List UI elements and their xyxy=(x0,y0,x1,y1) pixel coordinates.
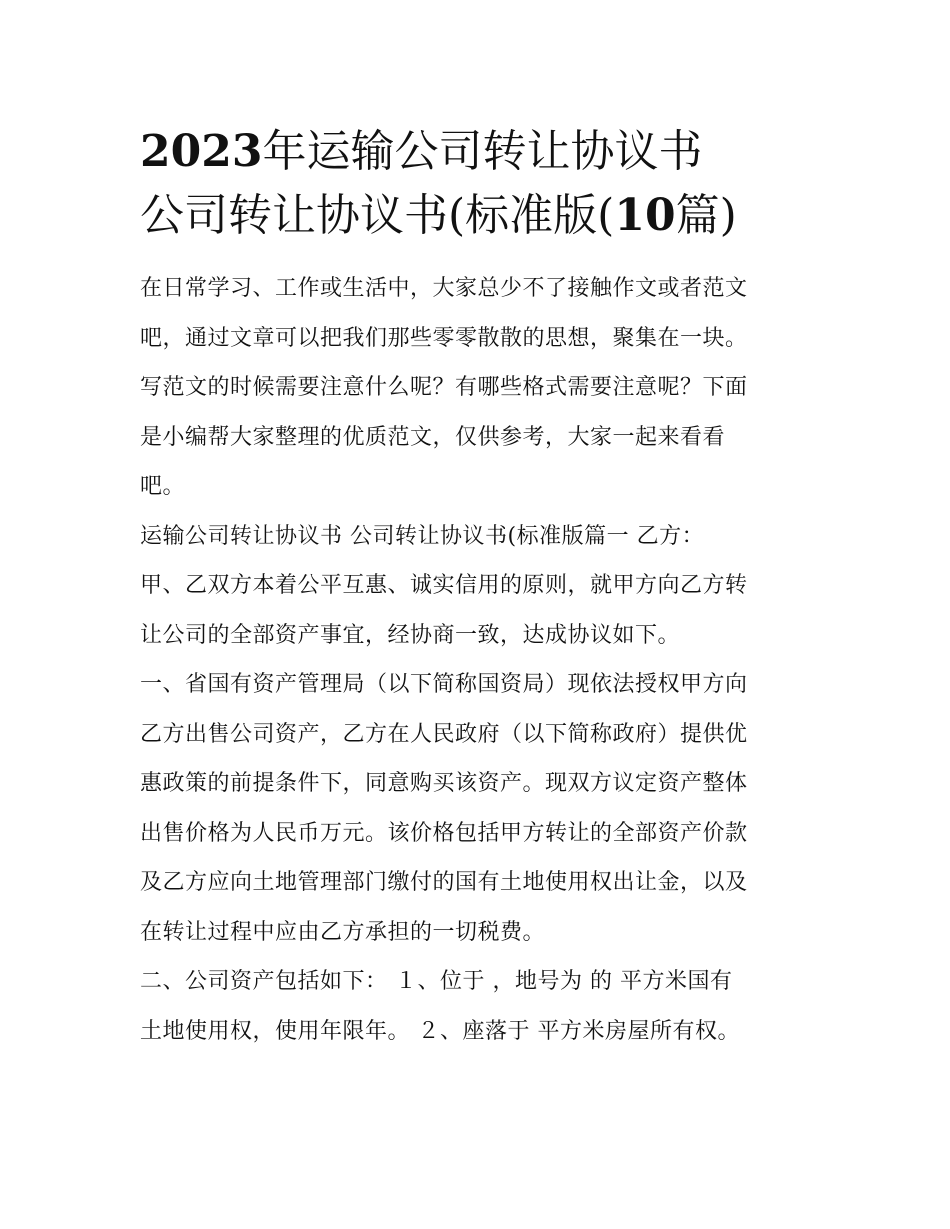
title-line-2 xyxy=(140,184,820,248)
paragraph-line: 运输公司转让协议书 公司转让协议书(标准版篇一 乙方： xyxy=(140,523,705,549)
paragraph-clause-1 xyxy=(140,660,820,957)
paragraph-preamble xyxy=(140,561,820,660)
paragraph-line: 土地使用权，使用年限年。 ２、座落于 平方米房屋所有权。 xyxy=(140,1018,740,1044)
paragraph-section-heading xyxy=(140,512,820,562)
paragraph-line: 让公司的全部资产事宜，经协商一致，达成协议如下。 xyxy=(140,622,681,648)
title-line-2-text-b: 篇) xyxy=(675,190,737,241)
paragraph-line: 吧，通过文章可以把我们那些零零散散的思想，聚集在一块。 xyxy=(140,325,748,351)
paragraph-line: 甲、乙双方本着公平互惠、诚实信用的原则，就甲方向乙方转 xyxy=(140,573,748,598)
title-year: 2023 xyxy=(140,126,263,177)
paragraph-line: 乙方出售公司资产，乙方在人民政府（以下简称政府）提供优 xyxy=(140,721,748,747)
paragraph-intro xyxy=(140,264,820,512)
paragraph-line: 在转让过程中应由乙方承担的一切税费。 xyxy=(140,919,546,945)
title-count: 10 xyxy=(614,190,676,241)
paragraph-line: 写范文的时候需要注意什么呢？有哪些格式需要注意呢？下面 xyxy=(140,375,748,400)
document-title xyxy=(140,120,820,248)
paragraph-clause-2 xyxy=(140,957,820,1056)
paragraph-line: 惠政策的前提条件下，同意购买该资产。现双方议定资产整体 xyxy=(140,771,748,796)
paragraph-line: 一、省国有资产管理局（以下简称国资局）现依法授权甲方向 xyxy=(140,672,748,697)
paragraph-line: 吧。 xyxy=(140,474,186,499)
document-body xyxy=(140,264,820,1056)
paragraph-line: 是小编帮大家整理的优质范文，仅供参考，大家一起来看看 xyxy=(140,424,726,450)
paragraph-line: 在日常学习、工作或生活中，大家总少不了接触作文或者范文 xyxy=(140,276,748,301)
title-line-1 xyxy=(140,120,820,184)
title-line-2-text-a: 公司转让协议书(标准版( xyxy=(140,190,615,241)
paragraph-line: 二、公司资产包括如下： １、位于 ，地号为 的 平方米国有 xyxy=(140,969,733,994)
document-content xyxy=(140,120,820,1056)
paragraph-line: 及乙方应向土地管理部门缴付的国有土地使用权出让金，以及 xyxy=(140,870,748,895)
paragraph-line: 出售价格为人民币万元。该价格包括甲方转让的全部资产价款 xyxy=(140,820,748,846)
title-line-1-text: 年运输公司转让协议书 xyxy=(262,126,703,177)
